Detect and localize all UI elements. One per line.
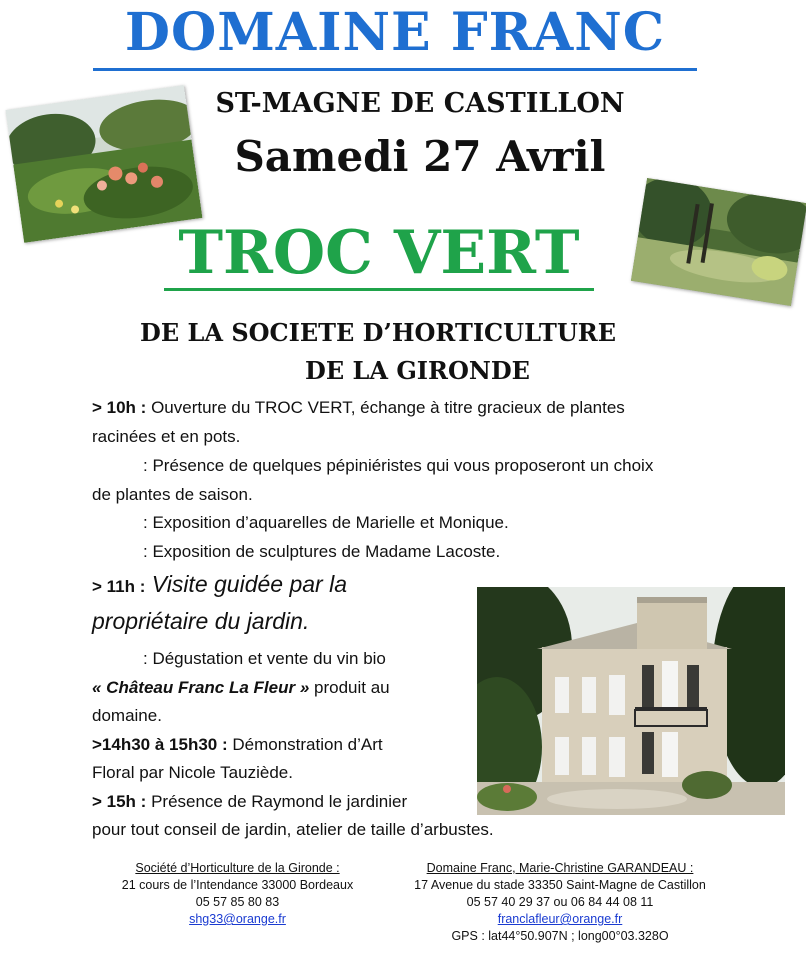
program-nursery: : Présence de quelques pépiniéristes qui vous proposeront un choix <box>143 456 654 475</box>
footer-left-name: Société d’Horticulture de la Gironde : <box>135 861 340 875</box>
time-11h: > 11h : <box>92 577 146 596</box>
title-underline <box>93 68 697 71</box>
park-photo-right <box>631 178 806 306</box>
program-14h30-text: Démonstration d’Art <box>227 735 383 754</box>
chateau-photo <box>477 587 785 815</box>
program-tasting: : Dégustation et vente du vin bio <box>143 649 386 668</box>
program-15h-text: Présence de Raymond le jardinier <box>146 792 408 811</box>
footer-right-name: Domaine Franc, Marie-Christine GARANDEAU : <box>426 861 694 875</box>
organizer-line-1: DE LA SOCIETE D’HORTICULTURE <box>140 318 617 347</box>
program-14h30 <box>92 735 383 755</box>
footer-right-gps: GPS : lat44°50.907N ; long00°03.328O <box>451 929 669 943</box>
chateau-after: produit au <box>309 678 390 697</box>
program-11h <box>92 571 347 598</box>
program-15h-cont: pour tout conseil de jardin, atelier de taille d’arbustes. <box>92 820 494 839</box>
program-11h-cont: propriétaire du jardin. <box>92 608 310 634</box>
location-subtitle: ST-MAGNE DE CASTILLON <box>215 88 625 119</box>
footer-left-address: 21 cours de l’Intendance 33000 Bordeaux <box>121 878 354 892</box>
program-14h30-cont: Floral par Nicole Tauziède. <box>92 763 293 782</box>
event-title: TROC VERT <box>178 218 580 288</box>
program-nursery-cont: de plantes de saison. <box>92 485 253 504</box>
footer-right-phone: 05 57 40 29 37 ou 06 84 44 08 11 <box>466 895 654 909</box>
program-aquarelles: : Exposition d’aquarelles de Marielle et Monique. <box>143 513 509 532</box>
garden-photo-left <box>6 85 203 243</box>
program-15h <box>92 792 407 812</box>
program-sculptures: : Exposition de sculptures de Madame Lacoste. <box>143 542 501 561</box>
footer-right-address: 17 Avenue du stade 33350 Saint-Magne de Castillon <box>414 878 706 892</box>
chateau-name: « Château Franc La Fleur » <box>92 678 310 697</box>
event-date: Samedi 27 Avril <box>234 132 606 181</box>
page-title: DOMAINE FRANC <box>124 2 666 63</box>
event-title-underline <box>164 288 594 291</box>
footer-left-phone: 05 57 85 80 83 <box>195 895 280 909</box>
time-15h: > 15h : <box>92 792 147 811</box>
footer-right <box>395 860 725 945</box>
footer-right-email-link[interactable]: franclafleur@orange.fr <box>497 912 623 926</box>
organizer-line-2: DE LA GIRONDE <box>305 356 530 385</box>
program-chateau <box>92 678 390 698</box>
footer-left-email-link[interactable]: shg33@orange.fr <box>189 912 286 926</box>
program-11h-text: Visite guidée par la <box>145 571 347 597</box>
program-domaine: domaine. <box>92 706 162 725</box>
program-10h-cont: racinées et en pots. <box>92 427 241 446</box>
program-10h <box>92 398 625 418</box>
footer-left <box>100 860 375 928</box>
time-14h30: >14h30 à 15h30 : <box>92 735 228 754</box>
program-10h-text: Ouverture du TROC VERT, échange à titre gracieux de plantes <box>146 398 625 417</box>
time-10h: > 10h : <box>92 398 147 417</box>
